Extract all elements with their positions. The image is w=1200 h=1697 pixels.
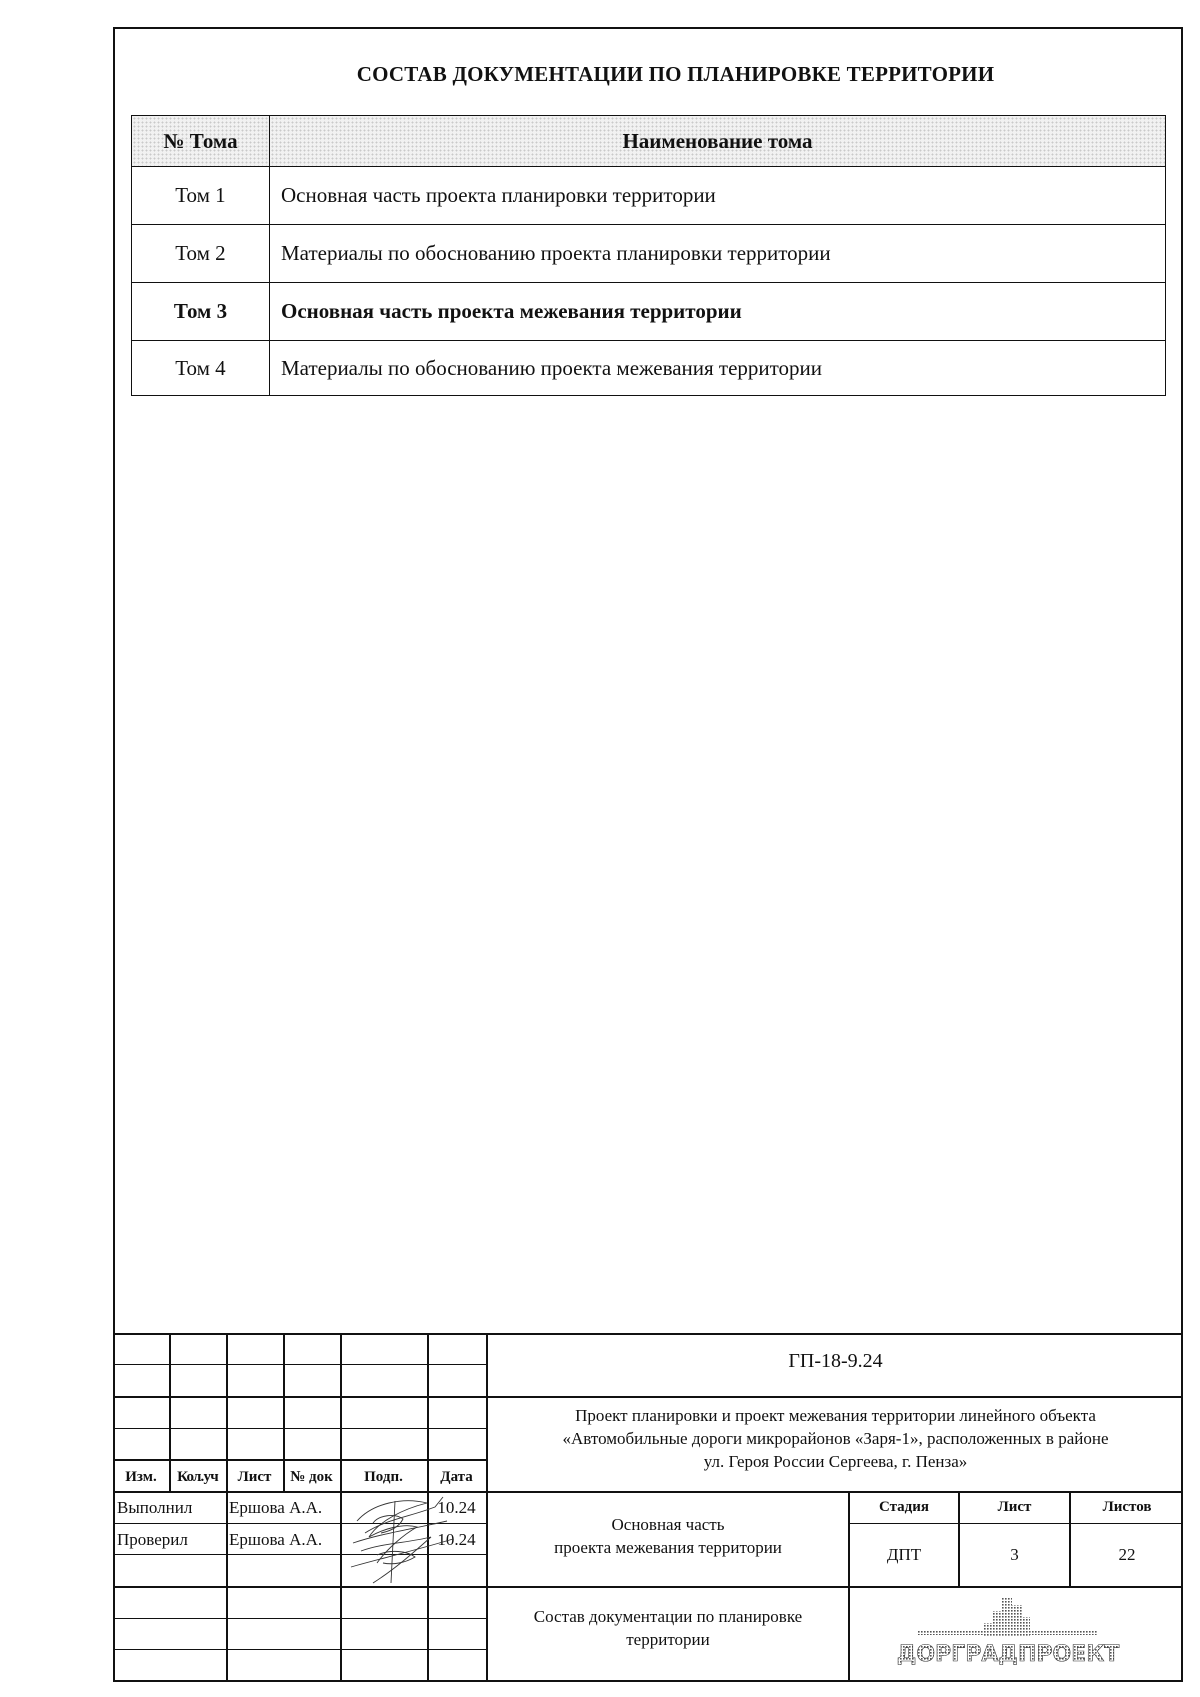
stamp-line [113, 1396, 1183, 1398]
column-header-number: № Тома [132, 116, 270, 167]
stamp-line [848, 1491, 850, 1682]
document-code: ГП-18-9.24 [788, 1350, 883, 1372]
table-row-current [132, 283, 1166, 341]
col-header-count: Кол.уч [177, 1469, 218, 1485]
sheets-value: 22 [1118, 1545, 1136, 1564]
stamp-line [113, 1618, 488, 1619]
sheet-title-line: территории [626, 1630, 710, 1649]
person-name: Ершова А.А. [229, 1530, 323, 1549]
table-header-row [132, 116, 1166, 167]
person-name: Ершова А.А. [229, 1498, 323, 1517]
stamp-line [113, 1333, 1183, 1335]
volume-number: Том 1 [132, 167, 270, 225]
volume-number: Том 3 [132, 283, 270, 341]
stamp-line [226, 1333, 228, 1682]
date-value: 10.24 [437, 1530, 476, 1549]
stamp-line [283, 1333, 285, 1491]
project-line: ул. Героя России Сергеева, г. Пенза» [703, 1452, 968, 1471]
stamp-line [340, 1333, 342, 1682]
company-logo-icon [888, 1595, 1128, 1675]
volume-number: Том 4 [132, 341, 270, 396]
role-performed: Выполнил [117, 1498, 193, 1517]
project-line: Проект планировки и проект межевания территории линейного объекта [575, 1406, 1096, 1425]
part-line: Основная часть [611, 1515, 725, 1534]
sheets-header: Листов [1102, 1499, 1152, 1515]
role-checked: Проверил [117, 1530, 188, 1549]
sheet-header: Лист [997, 1499, 1032, 1515]
column-header-name: Наименование тома [270, 116, 1166, 167]
title-block [113, 1333, 1183, 1682]
col-header-change: Изм. [125, 1469, 157, 1485]
volume-name: Материалы по обоснованию проекта межевания территории [270, 341, 1166, 396]
sheet-value: 3 [1010, 1545, 1019, 1564]
date-value: 10.24 [437, 1498, 476, 1517]
stage-header: Стадия [878, 1499, 930, 1515]
project-line: «Автомобильные дороги микрорайонов «Заря-1», расположенных в районе [562, 1429, 1109, 1448]
stamp-line [113, 1586, 1183, 1588]
stamp-line [113, 1491, 1183, 1493]
stamp-line [849, 1523, 1183, 1524]
table-row [132, 167, 1166, 225]
table-row [132, 225, 1166, 283]
page-title: СОСТАВ ДОКУМЕНТАЦИИ ПО ПЛАНИРОВКЕ ТЕРРИТОРИИ [356, 62, 995, 86]
volume-name: Основная часть проекта планировки территории [270, 167, 1166, 225]
company-name: ДОРГРАДПРОЕКТ [896, 1642, 1120, 1667]
stamp-line [113, 1649, 488, 1650]
volume-name: Материалы по обоснованию проекта планировки территории [270, 225, 1166, 283]
stage-value: ДПТ [886, 1545, 922, 1564]
part-line: проекта межевания территории [554, 1538, 782, 1557]
signature-image [343, 1493, 463, 1588]
col-header-date: Дата [440, 1469, 473, 1485]
table-row [132, 341, 1166, 396]
volume-name: Основная часть проекта межевания территории [270, 283, 1166, 341]
stamp-line [169, 1333, 171, 1491]
col-header-sheet: Лист [237, 1469, 272, 1485]
sheet-title-line: Состав документации по планировке [533, 1607, 803, 1626]
volumes-table [131, 115, 1166, 396]
col-header-signature: Подп. [364, 1469, 403, 1485]
col-header-docnum: № док [290, 1469, 333, 1485]
volume-number: Том 2 [132, 225, 270, 283]
